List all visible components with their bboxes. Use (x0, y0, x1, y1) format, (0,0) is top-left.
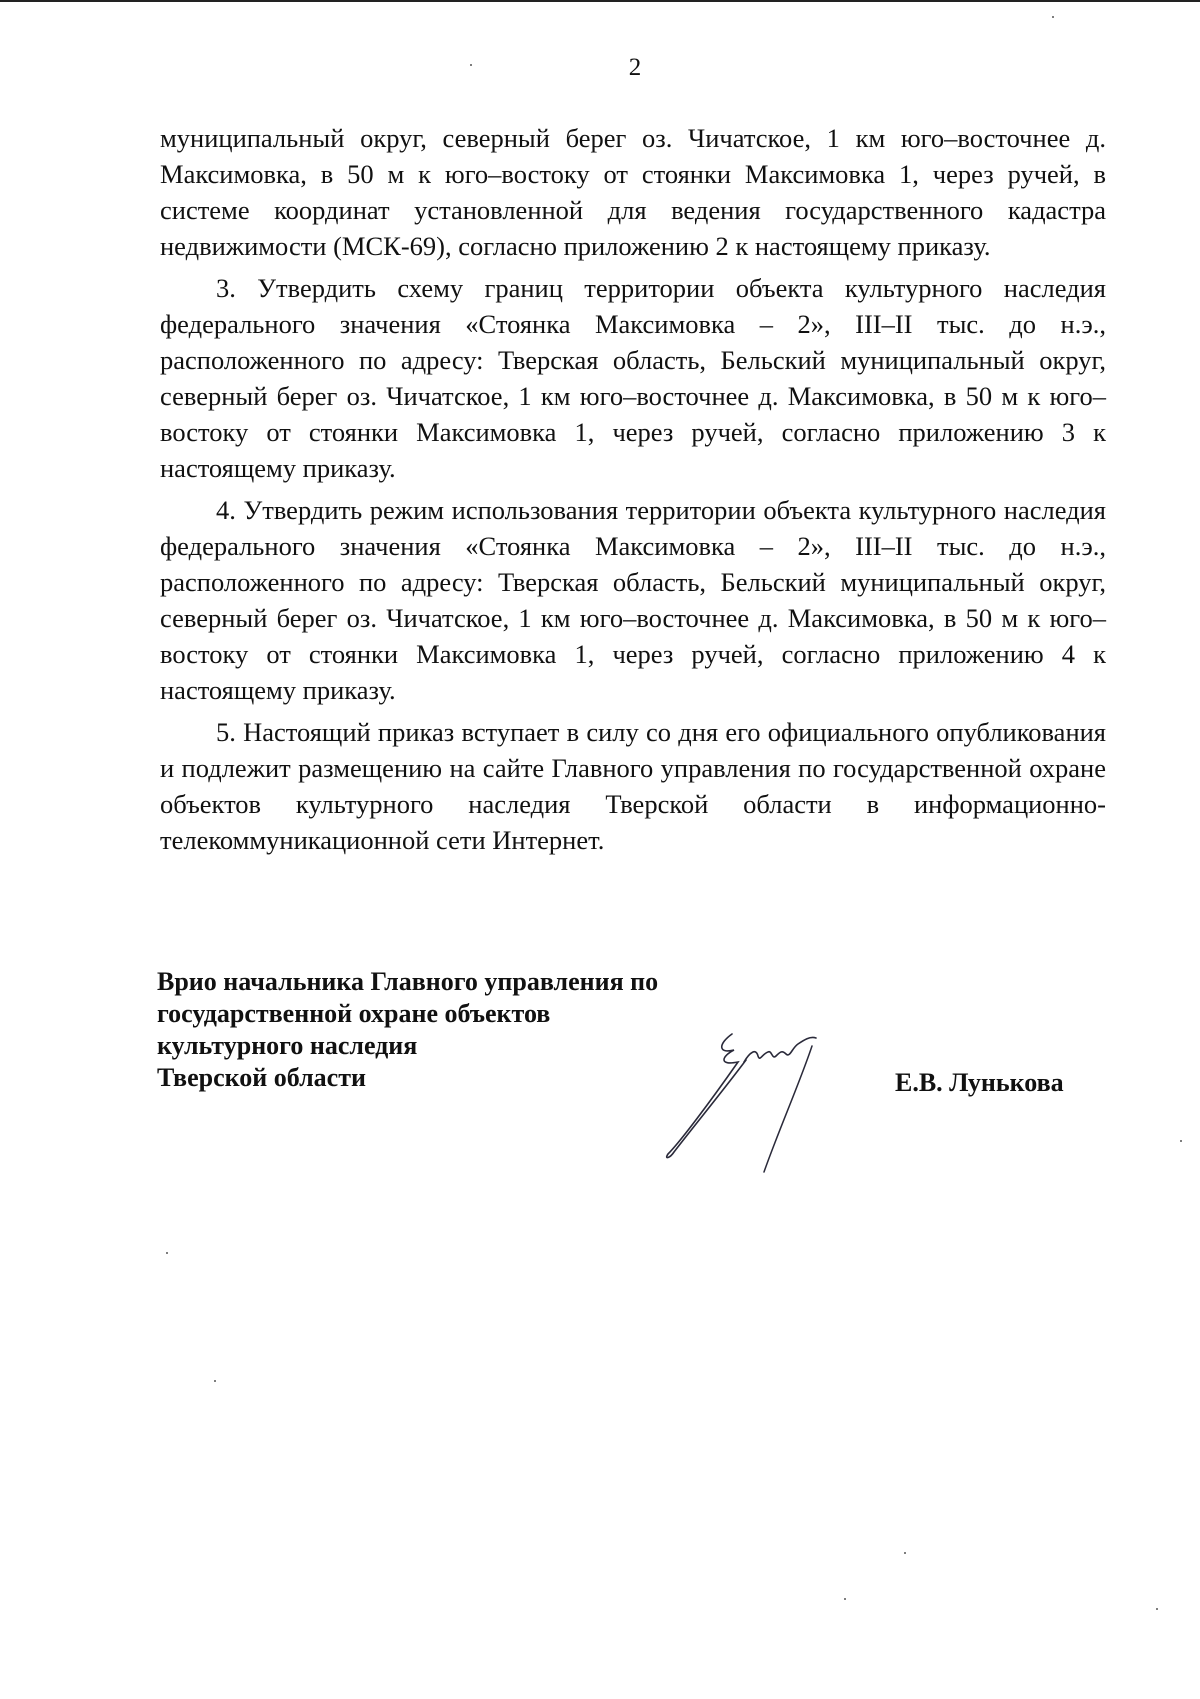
scan-speck (904, 1552, 906, 1554)
signer-name: Е.В. Лунькова (895, 1068, 1064, 1097)
scan-speck (470, 64, 472, 66)
scan-speck (166, 1252, 168, 1254)
signatory-title (157, 966, 658, 1094)
signatory-title-line: культурного наследия (157, 1031, 418, 1060)
signatory-title-line: государственной охране объектов (157, 999, 551, 1028)
paragraph-item-3: 3. Утвердить схему границ территории объекта культурного наследия федерального значения «Стоянка Максимовка – 2», III–II тыс. до н.э., расположенного по адресу: Тверская область, Бельский муниципальный округ, северный берег оз. Чичатское, 1 км юго–восточнее д. Максимовка, в 50 м к юго–востоку от стоянки Максимовка 1, через ручей, согласно приложению 3 к настоящему приказу. (160, 273, 1106, 483)
signatory-title-line: Врио начальника Главного управления по (157, 967, 659, 996)
paragraph-item-5: 5. Настоящий приказ вступает в силу со дня его официального опубликования и подлежит размещению на сайте Главного управления по государственной охране объектов культурного наследия Тверской области в информационно-телекоммуникационной сети Интернет. (160, 717, 1106, 855)
paragraph-continuation: муниципальный округ, северный берег оз. Чичатское, 1 км юго–восточнее д. Максимовка, в 50 м к юго–востоку от стоянки Максимовка 1, через ручей, в системе координат установленной для ведения государственного кадастра недвижимости (МСК-69), согласно приложению 2 к настоящему приказу. (160, 123, 1106, 261)
document-body (160, 120, 1106, 864)
scan-speck (214, 1380, 216, 1382)
scan-speck (1156, 1608, 1158, 1610)
scan-top-edge (0, 0, 1200, 2)
page-number: 2 (628, 54, 642, 81)
signatory-title-line: Тверской области (157, 1063, 366, 1092)
handwritten-signature (660, 1022, 860, 1202)
scan-speck (844, 1598, 846, 1600)
scan-speck (1052, 16, 1054, 18)
paragraph-item-4: 4. Утвердить режим использования территории объекта культурного наследия федерального значения «Стоянка Максимовка – 2», III–II тыс. до н.э., расположенного по адресу: Тверская область, Бельский муниципальный округ, северный берег оз. Чичатское, 1 км юго–восточнее д. Максимовка, в 50 м к юго–востоку от стоянки Максимовка 1, через ручей, согласно приложению 4 к настоящему приказу. (160, 495, 1106, 705)
scan-speck (1180, 1140, 1182, 1142)
